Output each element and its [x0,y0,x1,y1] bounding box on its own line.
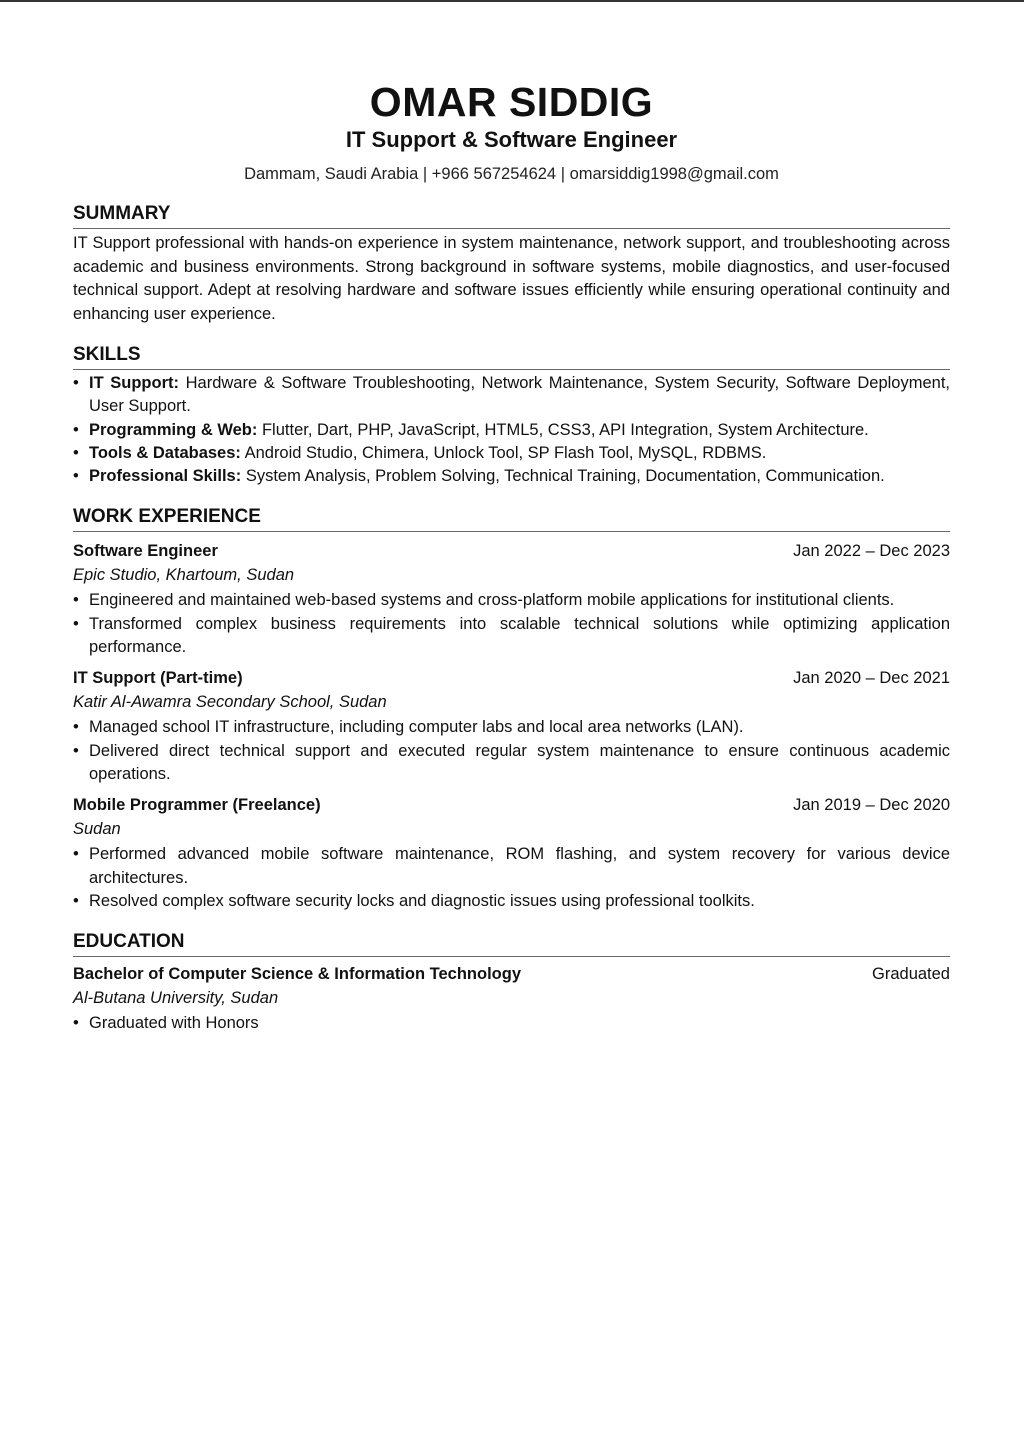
education-status: Graduated [872,965,950,984]
section-heading: SKILLS [73,344,950,370]
job-role: Mobile Programmer (Freelance) [73,796,321,815]
candidate-title: IT Support & Software Engineer [345,127,678,152]
skill-label: IT Support: [89,374,179,392]
job-bullet: • Engineered and maintained web-based systems and cross-platform mobile applications for institutional clients. [73,589,950,612]
skill-item [73,419,950,442]
job-bullet: • Transformed complex business requirements into scalable technical solutions while optimizing application performance. [73,613,950,660]
resume-page [73,78,950,1035]
summary-section [73,203,950,326]
skills-section [73,344,950,488]
job-org: Epic Studio, Khartoum, Sudan [73,565,295,584]
section-heading: WORK EXPERIENCE [73,506,950,532]
section-heading: SUMMARY [73,203,950,229]
job-entry [73,667,950,786]
job-bullet: • Delivered direct technical support and executed regular system maintenance to ensure continuous academic operations. [73,740,950,787]
skill-text: System Analysis, Problem Solving, Technical Training, Documentation, Communication. [241,467,885,486]
job-bullet: • Performed advanced mobile software maintenance, ROM flashing, and system recovery for various device architectures. [73,843,950,890]
section-heading: EDUCATION [73,931,950,957]
skill-label: Professional Skills: [89,467,242,486]
job-org: Katir Al-Awamra Secondary School, Sudan [73,692,387,711]
contact-info: Dammam, Saudi Arabia | +966 567254624 | omarsiddig1998@gmail.com [244,165,779,183]
education-entry [73,963,950,1035]
skill-item [73,442,950,465]
job-dates: Jan 2022 – Dec 2023 [793,542,950,561]
summary-text: IT Support professional with hands-on experience in system maintenance, network support, and troubleshooting across academic and business environments. Strong background in software systems, mobile diagnostics, and user-focused technical support. Adept at resolving hardware and software issues efficiently while ensuring operational continuity and enhancing user experience. [73,234,950,323]
job-role: IT Support (Part-time) [73,669,243,688]
job-entry [73,540,950,659]
experience-section [73,506,950,913]
education-bullet: • Graduated with Honors [73,1012,950,1035]
job-bullet: • Managed school IT infrastructure, including computer labs and local area networks (LAN). [73,716,950,739]
skill-item [73,465,950,488]
job-org: Sudan [73,819,121,838]
education-section [73,931,950,1035]
degree: Bachelor of Computer Science & Information Technology [73,965,521,984]
top-border [0,0,1024,2]
candidate-name: OMAR SIDDIG [369,79,654,125]
skill-text: Android Studio, Chimera, Unlock Tool, SP Flash Tool, MySQL, RDBMS. [240,443,767,462]
job-role: Software Engineer [73,542,218,561]
skill-label: Programming & Web: [89,420,258,439]
job-dates: Jan 2019 – Dec 2020 [793,796,950,815]
school: Al-Butana University, Sudan [73,988,279,1007]
skill-text: Hardware & Software Troubleshooting, Network Maintenance, System Security, Software Deployment, User Support. [89,374,950,416]
skill-label: Tools & Databases: [89,443,241,462]
job-dates: Jan 2020 – Dec 2021 [793,669,950,688]
skill-text: Flutter, Dart, PHP, JavaScript, HTML5, CSS3, API Integration, System Architecture. [257,420,869,439]
job-entry [73,794,950,913]
job-bullet: • Resolved complex software security locks and diagnostic issues using professional toolkits. [73,890,950,913]
skill-item [73,372,950,419]
